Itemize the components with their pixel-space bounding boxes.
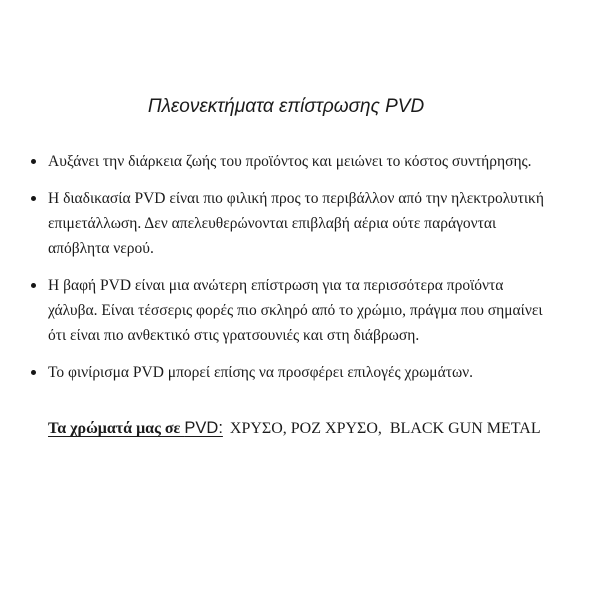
bullet-icon [31, 196, 36, 201]
list-item [30, 186, 552, 261]
bullet-list [0, 149, 552, 385]
list-item [30, 273, 552, 348]
list-item [30, 360, 552, 385]
bullet-icon [31, 159, 36, 164]
bullet-text-hardness: Η βαφή PVD είναι μια ανώτερη επίστρωση για τα περισσότερα προϊόντα χάλυβα. Είναι τέσσερις φορές πιο σκληρό από το χρώμιο, πράγμα που σημαίνει ότι είναι πιο ανθεκτικό στις γρατσουνιές και στη διάβρωση. [48, 277, 543, 344]
colors-label-pvd: PVD: [184, 419, 223, 437]
list-item [30, 149, 552, 174]
bullet-text-lifespan: Αυξάνει την διάρκεια ζωής του προϊόντος και μειώνει το κόστος συντήρησης. [48, 153, 532, 170]
colors-values: ΧΡΥΣΟ, ΡΟΖ ΧΡΥΣΟ, BLACK GUN METAL [229, 420, 541, 437]
colors-label-greek: Τα χρώματά μας σε [48, 420, 185, 437]
bullet-text-environment: Η διαδικασία PVD είναι πιο φιλική προς το περιβάλλον από την ηλεκτρολυτική επιμετάλλωση. Δεν απελευθερώνονται επιβλαβή αέρια ούτε παράγονται απόβλητα νερού. [48, 190, 544, 257]
bullet-icon [31, 283, 36, 288]
bullet-text-color-options: Το φινίρισμα PVD μπορεί επίσης να προσφέρει επιλογές χρωμάτων. [48, 364, 474, 381]
page-title: Πλεονεκτήματα επίστρωσης PVD [147, 96, 425, 117]
bullet-icon [31, 370, 36, 375]
colors-line [48, 416, 600, 441]
colors-label [48, 420, 223, 437]
